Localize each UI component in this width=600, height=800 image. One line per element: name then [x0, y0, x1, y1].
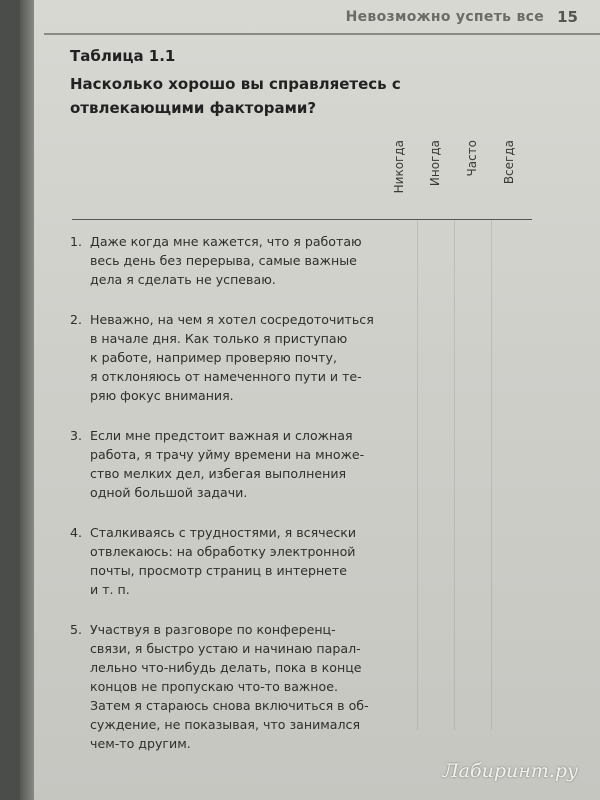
list-item: [70, 523, 400, 599]
column-header-sometimes: Иногда: [428, 140, 442, 187]
running-title: Невозможно успеть все: [345, 9, 544, 25]
watermark: Лабиринт.ру: [442, 760, 578, 782]
column-divider: [417, 220, 418, 730]
list-item: [70, 426, 400, 502]
book-page: [34, 0, 600, 800]
item-number: 2.: [70, 312, 83, 327]
list-item: [70, 232, 400, 289]
item-text: Неважно, на чем я хотел сосредоточиться в начале дня. Как только я приступаю к работе, например проверяю почту, я отклоняюсь от намеченного пути и те- ряю фокус внимания.: [90, 312, 374, 403]
column-divider: [454, 220, 455, 730]
page-header: [34, 0, 600, 36]
table-header-rule: [72, 219, 532, 220]
column-header-often: Часто: [465, 140, 479, 177]
column-header-always: Всегда: [502, 140, 516, 185]
item-text: Если мне предстоит важная и сложная работа, я трачу уйму времени на множе- ство мелких дел, избегая выполнения одной большой задачи.: [90, 428, 365, 500]
item-number: 4.: [70, 525, 83, 540]
item-number: 1.: [70, 234, 83, 249]
list-item: [70, 620, 400, 753]
page-number: 15: [557, 8, 578, 26]
questionnaire-items: [70, 232, 400, 774]
column-divider: [491, 220, 492, 730]
table-title: Насколько хорошо вы справляетесь с отвлекающими факторами?: [70, 75, 401, 117]
header-rule: [44, 33, 600, 35]
item-text: Участвуя в разговоре по конференц- связи, я быстро устаю и начинаю парал- лельно что-нибудь делать, пока в конце концов не пропускаю что-то важное. Затем я стараюсь снова включиться в об- суждение, не показывая, что занимался чем-то другим.: [90, 622, 369, 751]
item-number: 5.: [70, 622, 83, 637]
item-text: Сталкиваясь с трудностями, я всячески отвлекаюсь: на обработку электронной почты, просмотр страниц в интернете и т. п.: [90, 525, 357, 597]
table-label: Таблица 1.1: [70, 47, 176, 65]
item-text: Даже когда мне кажется, что я работаю весь день без перерыва, самые важные дела я сделать не успеваю.: [90, 234, 362, 287]
item-number: 3.: [70, 428, 83, 443]
column-header-never: Никогда: [392, 140, 406, 194]
list-item: [70, 310, 400, 405]
